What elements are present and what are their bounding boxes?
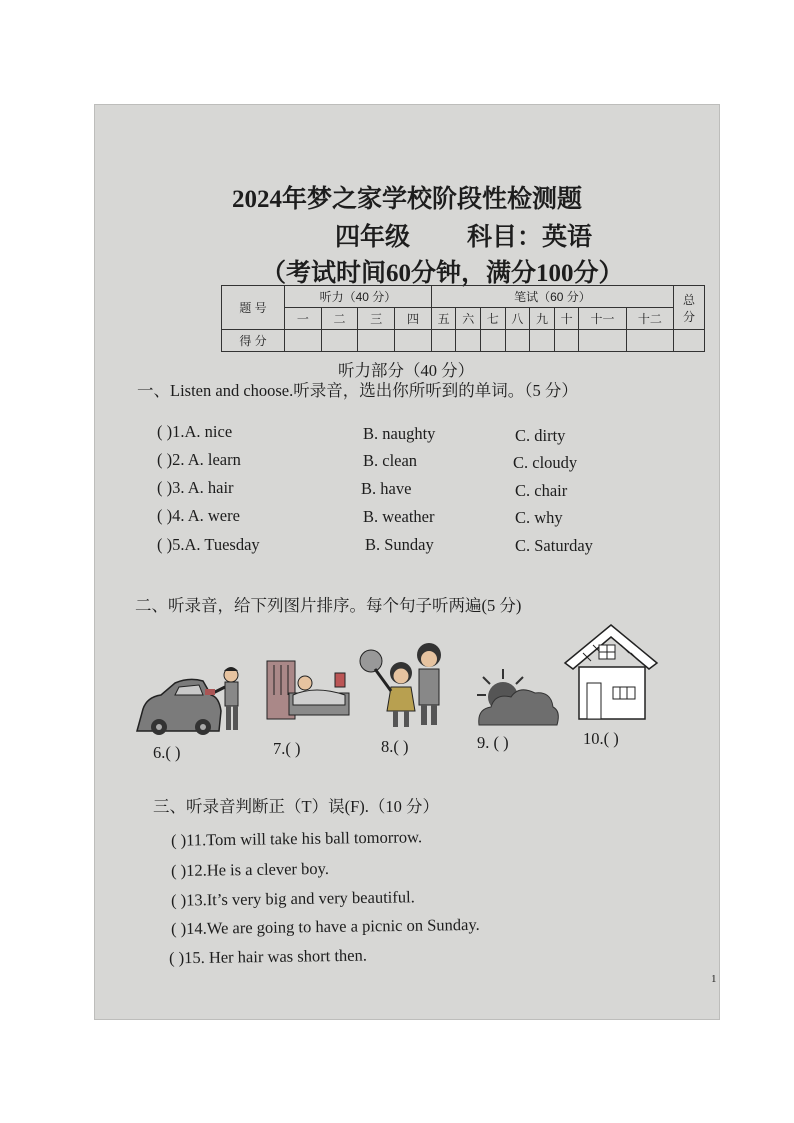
- picture-label-9: 9. ( ): [477, 733, 509, 752]
- table-cell: 六: [456, 308, 481, 330]
- score-cell[interactable]: [285, 330, 322, 352]
- picture-label-10: 10.( ): [583, 729, 619, 748]
- question-3: ( )3. A. hair: [157, 478, 234, 497]
- option-1b: B. naughty: [363, 424, 436, 443]
- question-5: ( )5.A. Tuesday: [157, 535, 260, 554]
- option-1c: C. dirty: [515, 426, 566, 445]
- table-cell: 八: [505, 308, 530, 330]
- table-cell: 九: [530, 308, 555, 330]
- score-cell[interactable]: [456, 330, 481, 352]
- table-cell: 十二: [626, 308, 673, 330]
- option-4c: C. why: [515, 508, 563, 527]
- exam-paper: [94, 104, 720, 1020]
- question-4: ( )4. A. were: [157, 506, 240, 525]
- option-2c: C. cloudy: [513, 453, 578, 472]
- exam-info: （考试时间60分钟，满分100分）: [261, 260, 624, 287]
- score-cell[interactable]: [579, 330, 626, 352]
- section3-heading: 三、听录音判断正（T）误(F).（10 分）: [153, 797, 439, 816]
- table-cell: 十一: [579, 308, 626, 330]
- question-number-row: [222, 308, 705, 330]
- table-row-label: 题 号: [222, 286, 285, 330]
- table-row-label: 得 分: [222, 330, 285, 352]
- page-number: 1: [711, 973, 717, 985]
- table-cell: 三: [358, 308, 395, 330]
- question-2: ( )2. A. learn: [157, 450, 241, 469]
- table-cell: 二: [321, 308, 358, 330]
- table-cell: 七: [481, 308, 506, 330]
- house-picture: [563, 623, 659, 721]
- score-cell[interactable]: [505, 330, 530, 352]
- option-5c: C. Saturday: [515, 536, 593, 555]
- question-12: ( )12.He is a clever boy.: [170, 858, 330, 881]
- question-13: ( )13.It’s very big and very beautiful.: [170, 887, 415, 910]
- table-cell: 四: [395, 308, 432, 330]
- score-cell[interactable]: [431, 330, 456, 352]
- score-cell[interactable]: [358, 330, 395, 352]
- option-5b: B. Sunday: [365, 535, 434, 554]
- picture-label-7: 7.( ): [273, 739, 301, 758]
- option-2b: B. clean: [363, 451, 418, 470]
- score-cell[interactable]: [321, 330, 358, 352]
- writing-header: 笔试（60 分）: [431, 286, 673, 308]
- score-cell[interactable]: [674, 330, 705, 352]
- grade-label: 四年级: [335, 224, 411, 251]
- subject-label: 科目：英语: [467, 224, 593, 251]
- score-row: [222, 330, 705, 352]
- picture-label-6: 6.( ): [153, 743, 181, 762]
- question-1: ( )1.A. nice: [157, 422, 233, 441]
- car-boy-picture: [133, 661, 249, 737]
- girls-picture: [357, 639, 449, 731]
- sun-cloud-picture: [473, 665, 561, 729]
- table-cell: 十: [554, 308, 579, 330]
- question-15: ( )15. Her hair was short then.: [168, 945, 368, 968]
- score-table: [221, 285, 705, 352]
- listening-header: 听力（40 分）: [285, 286, 432, 308]
- question-11: ( )11.Tom will take his ball tomorrow.: [170, 827, 423, 850]
- question-14: ( )14.We are going to have a picnic on Sunday.: [170, 914, 480, 939]
- section1-heading: 一、Listen and choose.听录音，选出你所听到的单词。（5 分）: [137, 381, 578, 400]
- score-cell[interactable]: [395, 330, 432, 352]
- table-cell: 五: [431, 308, 456, 330]
- exam-title: 2024年梦之家学校阶段性检测题: [231, 186, 582, 213]
- score-cell[interactable]: [481, 330, 506, 352]
- option-3b: B. have: [361, 479, 412, 498]
- score-cell[interactable]: [626, 330, 673, 352]
- picture-label-8: 8.( ): [381, 737, 409, 756]
- bed-picture: [265, 655, 351, 727]
- section2-heading: 二、听录音，给下列图片排序。每个句子听两遍(5 分): [135, 596, 522, 615]
- option-3c: C. chair: [515, 481, 568, 500]
- score-cell[interactable]: [554, 330, 579, 352]
- option-4b: B. weather: [363, 507, 435, 526]
- table-cell: 一: [285, 308, 322, 330]
- score-cell[interactable]: [530, 330, 555, 352]
- listening-part-heading: 听力部分（40 分）: [338, 361, 475, 380]
- total-header: 总 分: [674, 286, 705, 330]
